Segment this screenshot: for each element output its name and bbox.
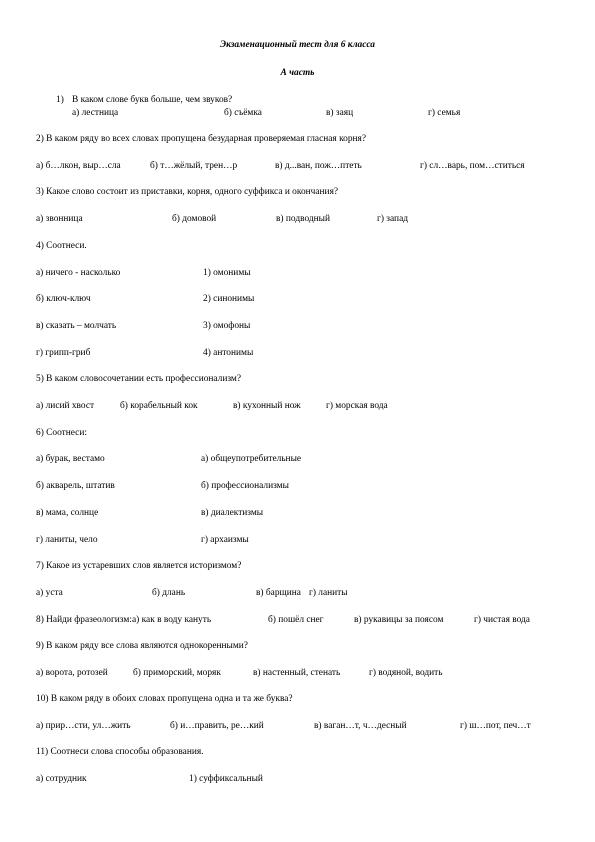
question-11-text: 11) Соотнеси слова способы образования. [36, 747, 204, 757]
match-left: в) сказать – молчать [36, 321, 117, 331]
match-left: в) мама, солнце [36, 508, 99, 518]
option-b: б) и…править, ре…кий [170, 721, 264, 731]
match-right: 3) омофоны [203, 321, 251, 331]
match-left: а) бурак, вестамо [36, 454, 105, 464]
question-5-text: 5) В каком словосочетании есть профессионализм? [36, 374, 242, 384]
option-a: а) лисий хвост [36, 401, 95, 411]
option-b: б) длань [152, 588, 186, 598]
question-10-text: 10) В каком ряду в обоих словах пропущена одна и та же буква? [36, 694, 293, 704]
match-right: а) общеупотребительные [201, 454, 302, 464]
match-right: 4) антонимы [203, 348, 254, 358]
option-a: а) б…лкон, выр…сла [36, 161, 121, 171]
option-d: г) запад [377, 214, 408, 224]
match-left: б) ключ-ключ [36, 294, 91, 304]
test-title: Экзаменационный тест для 6 класса [219, 40, 375, 50]
option-a: а) как в воду кануть [132, 615, 212, 625]
option-c: в) д...ван, пож…птеть [275, 161, 362, 171]
option-c: в) барщина [256, 588, 301, 598]
question-9-text: 9) В каком ряду все слова являются однокоренными? [36, 641, 248, 651]
option-c: в) рукавицы за поясом [354, 615, 444, 625]
option-d: г) ш…пот, печ…т [460, 721, 531, 731]
question-2-text: 2) В каком ряду во всех словах пропущена безударная проверяемая гласная корня? [36, 134, 367, 144]
question-4-text: 4) Соотнеси. [36, 241, 87, 251]
option-b: б) корабельный кок [120, 401, 198, 411]
option-d: г) чистая вода [474, 615, 530, 625]
option-b: б) т…жёлый, трен…р [150, 161, 238, 171]
match-right: 1) суффиксальный [189, 774, 263, 784]
match-right: 2) синонимы [203, 294, 255, 304]
option-a: а) лестница [72, 108, 119, 118]
match-right: б) профессионализмы [201, 481, 289, 491]
match-left: г) грипп-гриб [36, 348, 91, 358]
option-b: б) пошёл снег [268, 615, 324, 625]
option-a: а) прир…сти, ул…жить [36, 721, 131, 731]
match-left: г) ланиты, чело [36, 535, 98, 545]
option-b: б) домовой [172, 214, 217, 224]
match-left: б) акварель, штатив [36, 481, 115, 491]
option-d: г) водяной, водить [369, 668, 443, 678]
question-3-text: 3) Какое слово состоит из приставки, корня, одного суффикса и окончания? [36, 187, 339, 197]
match-left: а) ничего - насколько [36, 268, 121, 278]
option-d: г) морская вода [326, 401, 388, 411]
option-d: г) ланиты [309, 588, 348, 598]
question-6-text: 6) Соотнеси: [36, 428, 87, 438]
match-right: г) архаизмы [201, 535, 249, 545]
section-title: А часть [280, 68, 315, 78]
option-d: г) сл…варь, пом…ститься [420, 161, 525, 171]
option-a: а) звонница [36, 214, 83, 224]
option-c: в) подводный [276, 214, 330, 224]
option-c: в) настенный, стенать [253, 668, 341, 678]
option-c: в) кухонный нож [233, 401, 301, 411]
match-right: в) диалектизмы [201, 508, 264, 518]
option-b: б) приморский, моряк [133, 668, 221, 678]
match-left: а) сотрудник [36, 774, 87, 784]
match-right: 1) омонимы [203, 268, 251, 278]
question-1-text: В каком слове букв больше, чем звуков? [72, 95, 233, 105]
option-d: г) семья [428, 108, 461, 118]
question-7-text: 7) Какое из устаревших слов является историзмом? [36, 561, 242, 571]
option-a: а) ворота, ротозей [36, 668, 108, 678]
question-1-number: 1) [56, 95, 64, 105]
option-b: б) съёмка [224, 108, 262, 118]
question-8-text: 8) Найди фразеологизм: [36, 615, 132, 625]
option-a: а) уста [36, 588, 63, 598]
option-c: в) заяц [326, 108, 354, 118]
option-c: в) ваган…т, ч…десный [314, 721, 407, 731]
